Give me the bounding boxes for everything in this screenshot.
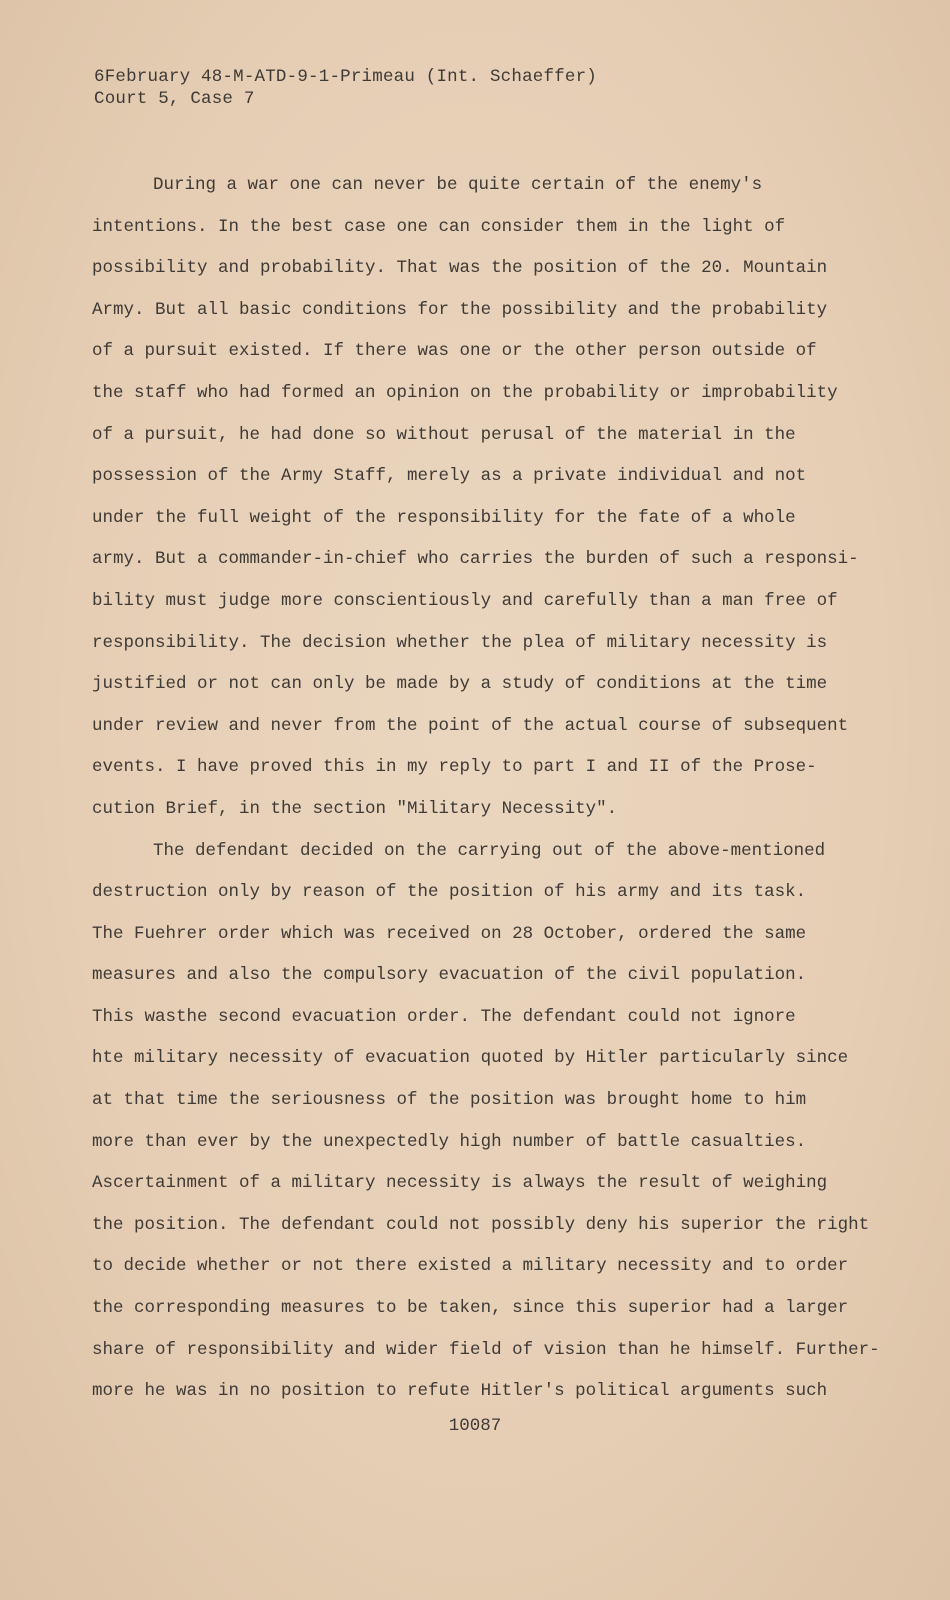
- body-line: destruction only by reason of the position of his army and its task.: [92, 882, 807, 903]
- body-line: possibility and probability. That was the position of the 20. Mountain: [92, 258, 828, 279]
- body-line: at that time the seriousness of the position was brought home to him: [92, 1090, 807, 1111]
- body-line: Ascertainment of a military necessity is always the result of weighing: [92, 1173, 828, 1194]
- body-line: army. But a commander-in-chief who carries the burden of such a responsi-: [92, 549, 859, 570]
- body-line: share of responsibility and wider field of vision than he himself. Further-: [92, 1339, 880, 1360]
- body-line: under review and never from the point of the actual course of subsequent: [92, 715, 849, 736]
- body-line: bility must judge more conscientiously and carefully than a man free of: [92, 590, 838, 611]
- body-line: Army. But all basic conditions for the possibility and the probability: [92, 299, 828, 320]
- body-line: to decide whether or not there existed a military necessity and to order: [92, 1256, 849, 1277]
- body-line: more than ever by the unexpectedly high number of battle casualties.: [92, 1131, 807, 1152]
- document-body: [92, 171, 880, 1419]
- body-line: under the full weight of the responsibility for the fate of a whole: [92, 507, 796, 528]
- document-header: [94, 66, 597, 110]
- body-line: the staff who had formed an opinion on the probability or improbability: [92, 382, 838, 403]
- body-line: cution Brief, in the section "Military Necessity".: [92, 798, 618, 819]
- body-line: responsibility. The decision whether the plea of military necessity is: [92, 632, 828, 653]
- body-line: This wasthe second evacuation order. The defendant could not ignore: [92, 1006, 796, 1027]
- body-line: measures and also the compulsory evacuation of the civil population.: [92, 965, 807, 986]
- header-reference-line: 6February 48-M-ATD-9-1-Primeau (Int. Schaeffer): [94, 67, 597, 87]
- body-line: of a pursuit existed. If there was one or the other person outside of: [92, 341, 817, 362]
- page-number: 10087: [448, 1416, 502, 1436]
- body-line: more he was in no position to refute Hitler's political arguments such: [92, 1381, 828, 1402]
- body-line: the position. The defendant could not possibly deny his superior the right: [92, 1214, 870, 1235]
- body-line: During a war one can never be quite certain of the enemy's: [153, 175, 763, 195]
- body-line: of a pursuit, he had done so without perusal of the material in the: [92, 424, 796, 445]
- body-line: The Fuehrer order which was received on 28 October, ordered the same: [92, 923, 807, 944]
- header-court-line: Court 5, Case 7: [94, 89, 255, 109]
- body-line: events. I have proved this in my reply to part I and II of the Prose-: [92, 757, 817, 778]
- body-line: the corresponding measures to be taken, since this superior had a larger: [92, 1298, 849, 1319]
- body-line: possession of the Army Staff, merely as a private individual and not: [92, 466, 807, 487]
- body-line: hte military necessity of evacuation quoted by Hitler particularly since: [92, 1048, 849, 1069]
- body-line: The defendant decided on the carrying out of the above-mentioned: [153, 840, 826, 861]
- body-line: intentions. In the best case one can consider them in the light of: [92, 216, 786, 237]
- body-line: justified or not can only be made by a study of conditions at the time: [92, 674, 828, 695]
